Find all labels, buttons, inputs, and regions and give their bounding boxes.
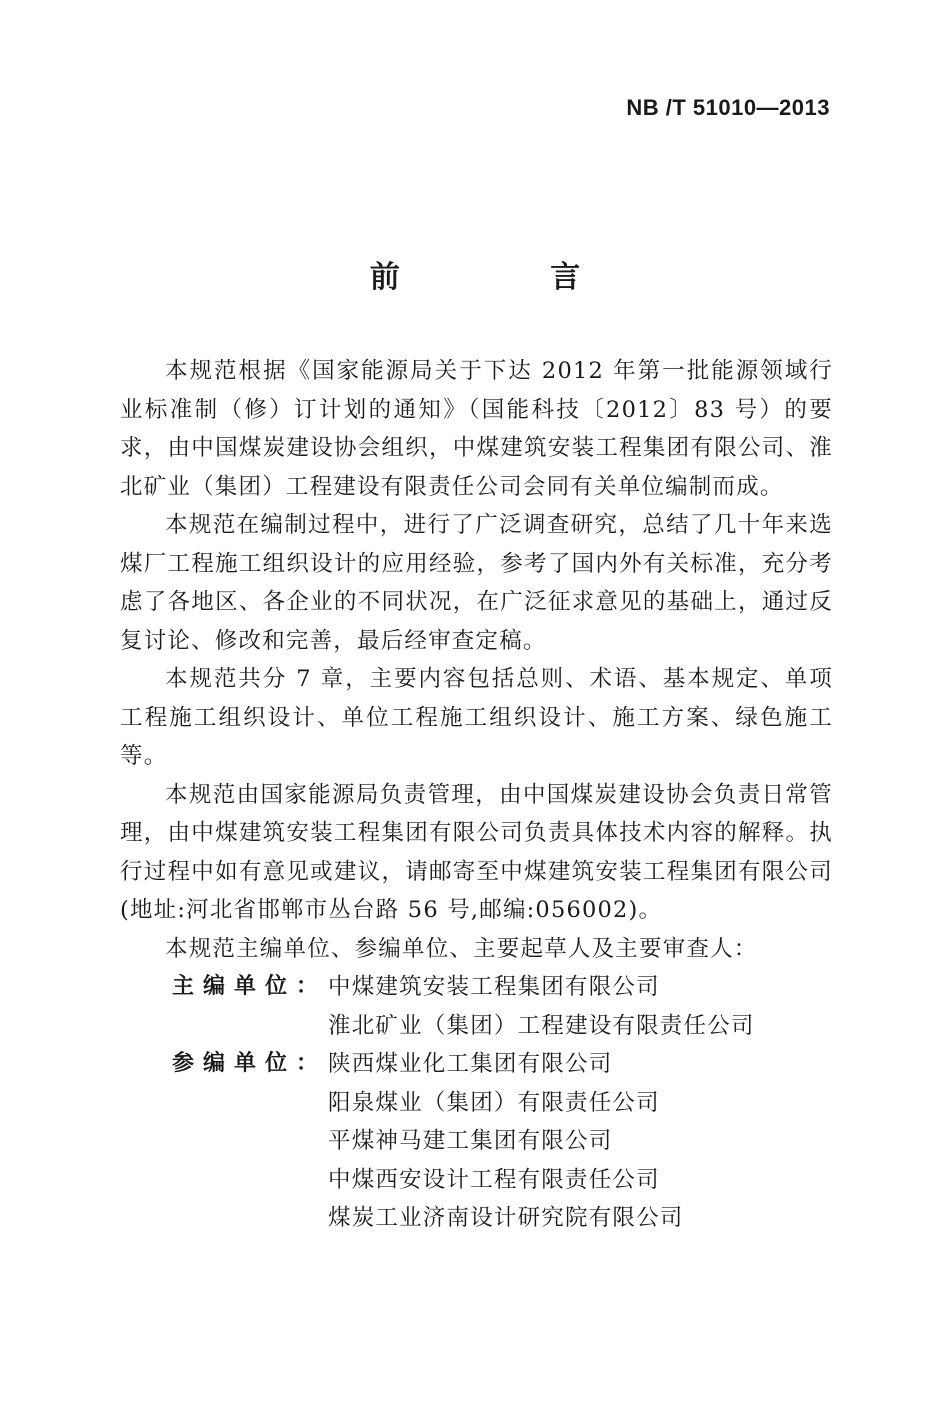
page-title: 前 言 (369, 260, 651, 295)
unit-name: 陕西煤业化工集团有限公司 (328, 1051, 613, 1077)
unit-name: 中煤西安设计工程有限责任公司 (328, 1166, 660, 1193)
unit-row (120, 1161, 833, 1200)
unit-name: 淮北矿业（集团）工程建设有限责任公司 (328, 1012, 755, 1039)
paragraph-process: 本规范在编制过程中，进行了广泛调查研究，总结了几十年来选煤厂工程施工组织设计的应用经验，参考了国内外有关标准，充分考虑了各地区、各企业的不同状况，在广泛征求意见的基础上，通过反复讨论、修改和完善，最后经审查定稿。 (120, 512, 833, 654)
participating-units-label: 参编单位： (172, 1051, 328, 1076)
unit-row (120, 1084, 833, 1123)
unit-name: 阳泉煤业（集团）有限责任公司 (328, 1089, 660, 1116)
unit-name: 煤炭工业济南设计研究院有限公司 (328, 1205, 684, 1231)
paragraph-units-intro: 本规范主编单位、参编单位、主要起草人及主要审查人： (165, 935, 758, 962)
unit-row (120, 1045, 833, 1084)
unit-row (120, 968, 833, 1007)
participating-units-list (120, 1045, 833, 1238)
chief-units-list (120, 968, 833, 1045)
unit-name: 平煤神马建工集团有限公司 (328, 1128, 613, 1154)
unit-row (120, 1199, 833, 1238)
standard-code: NB /T 51010—2013 (626, 95, 830, 120)
paragraph-management: 本规范由国家能源局负责管理，由中国煤炭建设协会负责日常管理，由中煤建筑安装工程集团有限公司负责具体技术内容的解释。执行过程中如有意见或建议，请邮寄至中煤建筑安装工程集团有限公司(地址:河北省邯郸市丛台路 56 号,邮编:056002)。 (120, 781, 833, 923)
chief-units-label: 主编单位： (172, 974, 328, 999)
paragraph-basis: 本规范根据《国家能源局关于下达 2012 年第一批能源领域行业标准制（修）订计划的通知》（国能科技〔2012〕83 号）的要求，由中国煤炭建设协会组织，中煤建筑安装工程集团有限公司、淮北矿业（集团）工程建设有限责任公司会同有关单位编制而成。 (120, 358, 833, 500)
paragraph-contents: 本规范共分 7 章，主要内容包括总则、术语、基本规定、单项工程施工组织设计、单位工程施工组织设计、施工方案、绿色施工等。 (120, 666, 833, 769)
preface-body (120, 352, 833, 1238)
unit-row (120, 1122, 833, 1161)
unit-row (120, 1007, 833, 1046)
unit-name: 中煤建筑安装工程集团有限公司 (328, 974, 660, 1000)
